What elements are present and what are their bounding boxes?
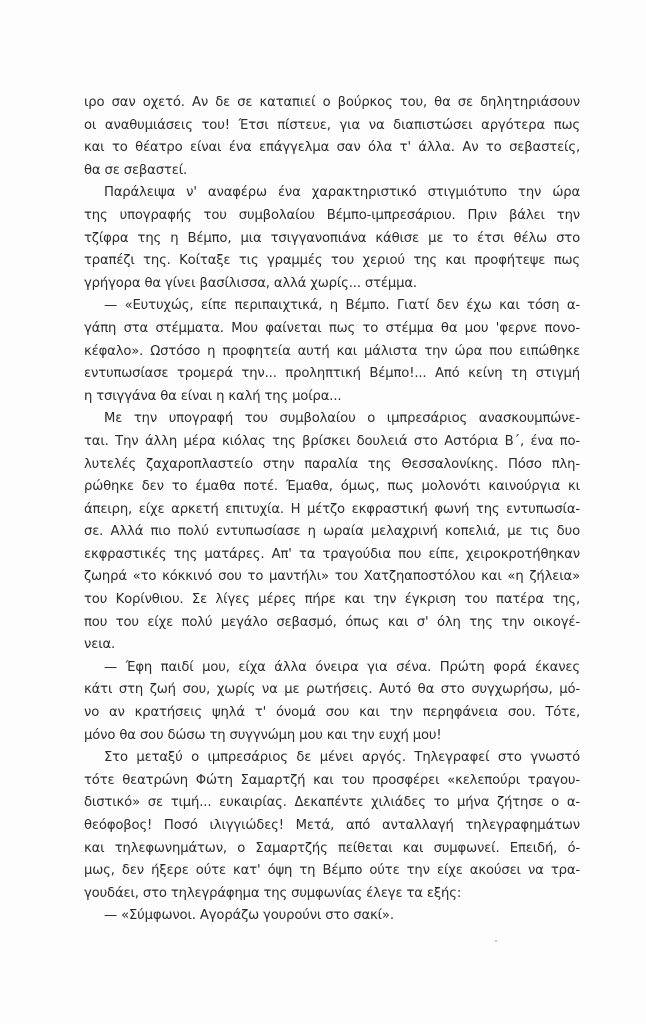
text-line: Στο μεταξύ ο ιμπρεσάριος δε μένει αργός. Τηλεγραφεί στο γνωστό	[104, 750, 580, 766]
text-line: ιρο σαν οχετό. Αν δε σε καταπιεί ο βούρκος του, θα σε δηλητηριάσουν	[84, 95, 580, 110]
text-line: διστικό» σε τιμή... ευκαιρίας. Δεκαπέντε χιλιάδες το μήνα ζήτησε ο α-	[84, 795, 580, 811]
text-line: θεόφοβος! Ποσό ιλιγγιώδες! Μετά, από ανταλλαγή τηλεγραφημάτων	[84, 818, 580, 833]
text-line: — Έφη παιδί μου, είχα άλλα όνειρα για σένα. Πρώτη φορά έκανες	[104, 659, 580, 675]
text-line: τραπέζι της. Κοίταξε τις γραμμές του χεριού της και προφήτεψε πως	[84, 253, 580, 269]
text-line: που του είχε πολύ μεγάλο σεβασμό, όπως και σ' όλη της την οικογέ-	[84, 614, 580, 630]
text-line: νο αν κρατήσεις ψηλά τ' όνομά σου και την περηφάνεια σου. Τότε,	[84, 705, 580, 721]
page-speck	[495, 940, 497, 942]
text-line: κέφαλο». Ωστόσο η προφητεία αυτή και μάλιστα την ώρα που ειπώθηκε	[84, 343, 580, 359]
text-line: ζωηρά «το κόκκινό σου το μαντήλι» του Χατζηαποστόλου και «η ζήλεια»	[84, 569, 580, 585]
text-line: και το θέατρο είναι ένα επάγγελμα σαν όλα τ' άλλα. Αν το σεβαστείς,	[84, 140, 580, 156]
body-text	[84, 92, 580, 928]
text-line: σε. Αλλά πιο πολύ εντυπωσίασε η ωραία μελαχρινή κοπελιά, με τις δυο	[84, 524, 580, 540]
text-line: της υπογραφής του συμβολαίου Βέμπο-ιμπρεσάριου. Πριν βάλει την	[84, 207, 580, 223]
text-line: — «Σύμφωνοι. Αγοράζω γουρούνι στο σακί».	[104, 908, 394, 924]
text-line: νεια.	[84, 637, 116, 653]
text-line: εντυπωσίασε τρομερά την... προληπτική Βέμπο!... Από κείνη τη στιγμή	[84, 366, 580, 382]
text-line: λυτελές ζαχαροπλαστείο στην παραλία της Θεσσαλονίκης. Πόσο πλη-	[84, 456, 580, 472]
text-line: μόνο θα σου δώσω τη συγγνώμη μου και την ευχή μου!	[84, 727, 442, 743]
text-line: Παράλειψα ν' αναφέρω ένα χαρακτηριστικό στιγμιότυπο την ώρα	[104, 185, 580, 201]
text-line: ται. Την άλλη μέρα κιόλας της βρίσκει δουλειά στο Αστόρια Β΄, ένα πο-	[84, 433, 580, 449]
text-line: άπειρη, είχε αρκετή επιτυχία. Η μέτζο εκφραστική φωνή της εντυπωσία-	[84, 501, 580, 517]
text-line: θα σε σεβαστεί.	[84, 162, 188, 178]
text-line: τότε θεατρώνη Φώτη Σαμαρτζή και του προσφέρει «κελεπούρι τραγου-	[84, 772, 580, 788]
text-line: του Κορίνθιου. Σε λίγες μέρες πήρε και την έγκριση του πατέρα της,	[84, 592, 580, 608]
text-line: γουδάει, στο τηλεγράφημα της συμφωνίας έλεγε τα εξής:	[84, 885, 462, 901]
text-line: τζίφρα της η Βέμπο, μια τσιγγανοπιάνα κάθισε με το έτσι θέλω στο	[84, 230, 580, 246]
text-line: Με την υπογραφή του συμβολαίου ο ιμπρεσάριος ανασκουμπώνε-	[104, 411, 580, 427]
text-line: γάπη στα στέμματα. Μου φαίνεται πως το στέμμα θα μου 'φερνε πονο-	[84, 320, 580, 336]
text-line: μως, δεν ήξερε ούτε κατ' όψη τη Βέμπο ούτε την είχε ακούσει να τρα-	[84, 863, 580, 879]
text-line: ρώθηκε δεν το έμαθα ποτέ. Έμαθα, όμως, πως μολονότι καινούργια κι	[84, 479, 580, 495]
text-line: εκφραστικές της ματάρες. Απ' τα τραγούδια που είπε, χειροκροτήθηκαν	[84, 546, 580, 562]
text-line: — «Ευτυχώς, είπε περιπαιχτικά, η Βέμπο. Γιατί δεν έχω και τόση α-	[104, 298, 580, 314]
text-line: κάτι στη ζωή σου, χωρίς να με ρωτήσεις. Αυτό θα στο συγχωρήσω, μό-	[84, 682, 580, 698]
text-line: και τηλεφωνημάτων, ο Σαμαρτζής πείθεται και συμφωνεί. Επειδή, ό-	[84, 840, 580, 856]
text-line: οι αναθυμιάσεις του! Έτσι πίστευε, για να διαπιστώσει αργότερα πως	[84, 117, 580, 133]
text-line: γρήγορα θα γίνει βασίλισσα, αλλά χωρίς... στέμμα.	[84, 275, 417, 291]
text-line: η τσιγγάνα θα είναι η καλή της μοίρα...	[84, 388, 342, 404]
